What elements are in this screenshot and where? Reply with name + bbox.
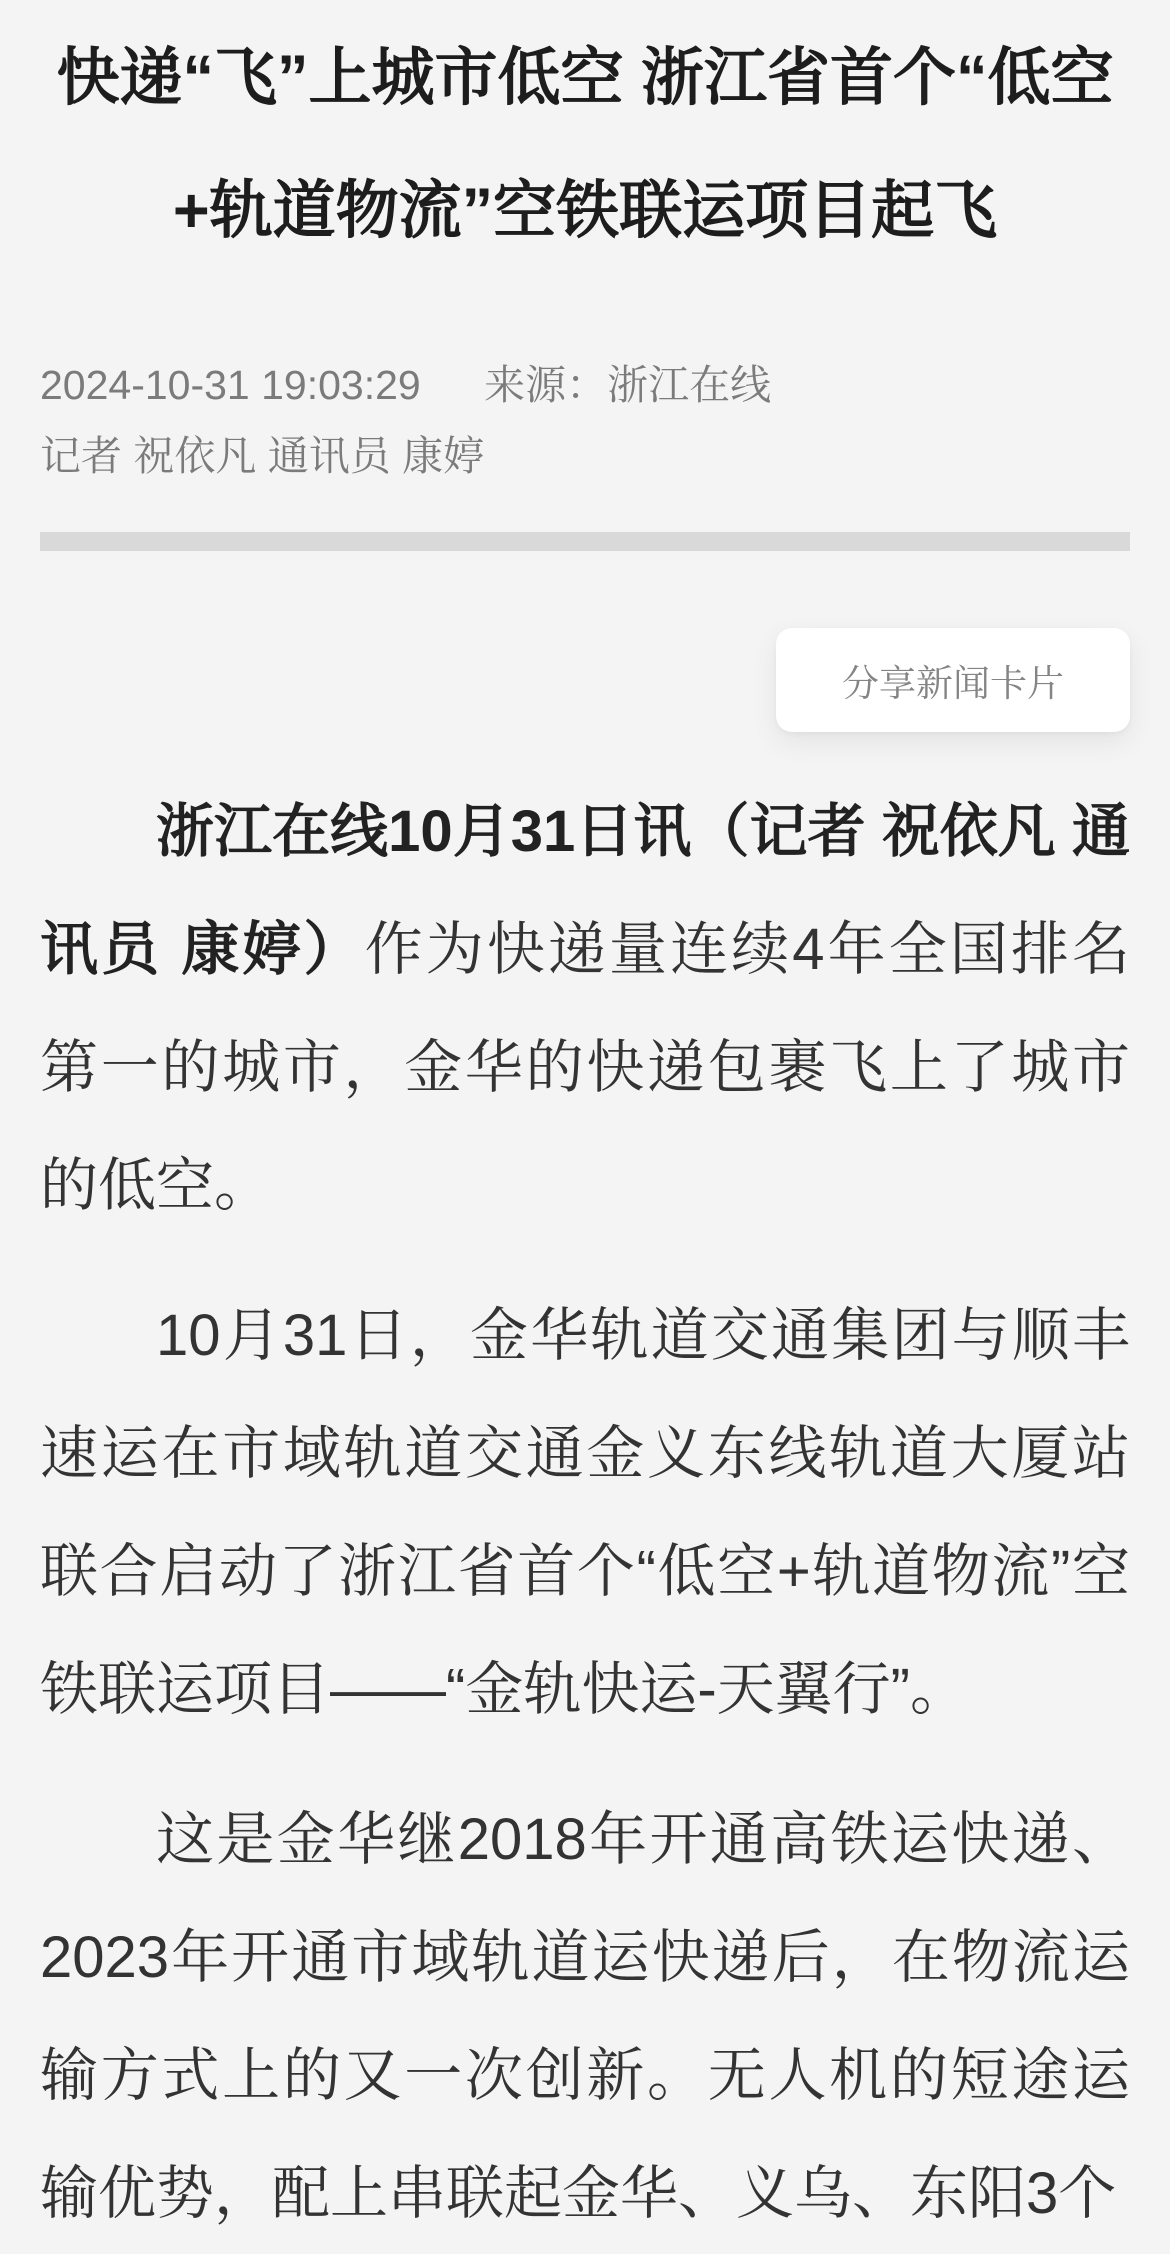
paragraph-text: 这是金华继2018年开通高铁运快递、2023年开通市域轨道运快递后，在物流运输方式上的又一次创新。无人机的短途运输优势，配上串联起金华、义乌、东阳3个 bbox=[40, 1807, 1130, 2226]
article-title: 快递“飞”上城市低空 浙江省首个“低空+轨道物流”空铁联运项目起飞 bbox=[56, 43, 1114, 246]
byline: 记者 祝依凡 通讯员 康婷 bbox=[40, 433, 485, 479]
article-paragraph bbox=[40, 1277, 1130, 1749]
article-body bbox=[40, 773, 1130, 2253]
article-meta bbox=[40, 350, 1130, 492]
article-paragraph bbox=[40, 773, 1130, 1245]
paragraph-lead-bold: 浙江在线10月31日讯（记者 祝依凡 通讯员 康婷） bbox=[40, 799, 1130, 982]
share-news-card-button[interactable]: 分享新闻卡片 bbox=[776, 628, 1130, 732]
paragraph-text: 作为快递量连续4年全国排名第一的城市，金华的快递包裹飞上了城市的低空。 bbox=[40, 917, 1130, 1218]
publish-time: 2024-10-31 19:03:29 bbox=[40, 362, 421, 408]
article-paragraph bbox=[40, 1781, 1130, 2253]
paragraph-text: 10月31日，金华轨道交通集团与顺丰速运在市域轨道交通金义东线轨道大厦站联合启动了浙江省首个“低空+轨道物流”空铁联运项目——“金轨快运-天翼行”。 bbox=[40, 1303, 1130, 1722]
section-divider bbox=[40, 532, 1130, 551]
meta-time-source-row bbox=[40, 350, 1130, 421]
source: 来源：浙江在线 bbox=[484, 362, 772, 408]
share-row bbox=[40, 628, 1130, 732]
